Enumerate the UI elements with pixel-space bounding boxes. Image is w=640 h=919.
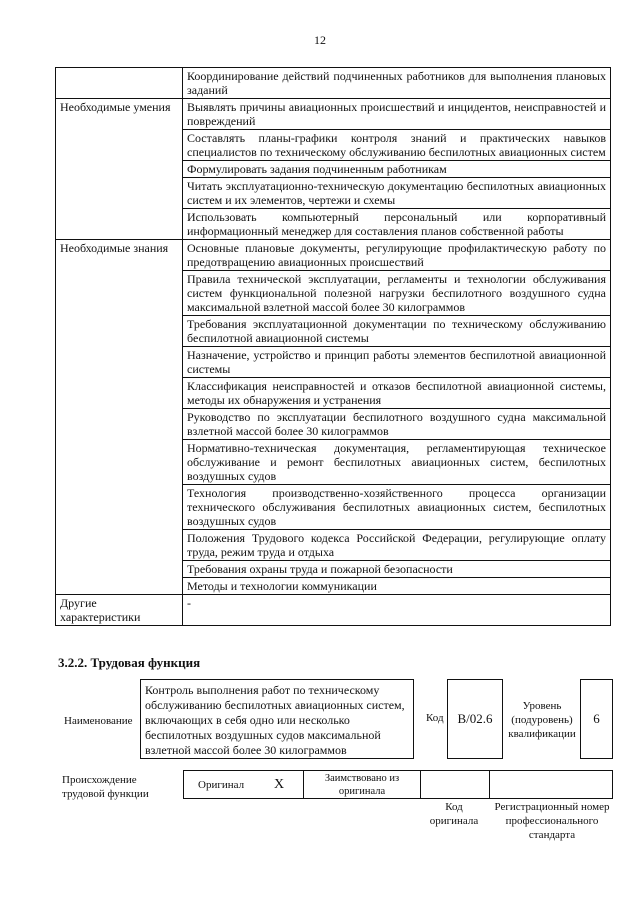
code-value: В/02.6 [457,711,493,726]
skills-knowledge-table [55,67,611,626]
code-label: Код [426,712,444,724]
code-box [447,679,503,759]
row-item: Использовать компьютерный персональный или корпоративный информационный менеджер для составления планов собственной работы [183,209,611,240]
row-item: Формулировать задания подчиненным работникам [183,161,611,178]
table-row [56,99,611,130]
row-item: Основные плановые документы, регулирующие профилактическую работу по предотвращению авиационных происшествий [183,240,611,271]
divider [489,771,490,798]
function-name-box [140,679,414,759]
row-item: - [183,595,611,626]
table-row [56,68,611,99]
row-item: Руководство по эксплуатации беспилотного воздушного судна максимальной взлетной массой более 30 килограммов [183,409,611,440]
origin-row [183,770,613,799]
row-item: Назначение, устройство и принцип работы элементов беспилотной авиационной системы [183,347,611,378]
row-item: Технология производственно-хозяйственного процесса организации технического обслуживания беспилотных авиационных систем, беспилотных воздушных судов [183,485,611,530]
page-number: 12 [314,33,326,47]
section-heading: 3.2.2. Трудовая функция [58,655,201,670]
row-item: Требования охраны труда и пожарной безопасности [183,561,611,578]
row-item: Классификация неисправностей и отказов беспилотной авиационной системы, методы их обнаружения и устранения [183,378,611,409]
table-row [56,240,611,271]
row-label [56,68,183,99]
borrowed-label: Заимствовано из оригинала [324,773,400,797]
row-item: Правила технической эксплуатации, регламенты и технологии обслуживания систем функциональной полезной нагрузки беспилотного воздушного судна максимальной взлетной массой более 30 килограммов [183,271,611,316]
divider [420,771,421,798]
level-label: Уровень (подуровень) квалификации [508,700,576,740]
divider [303,771,304,798]
original-label: Оригинал [198,779,245,791]
row-item: Нормативно-техническая документация, регламентирующая техническое обслуживание и ремонт беспилотных авиационных систем, беспилотных воздушных судов [183,440,611,485]
row-label: Необходимые умения [56,99,183,240]
original-mark: X [274,777,285,792]
level-box [580,679,613,759]
table-row [56,595,611,626]
row-item: Выявлять причины авиационных происшествий и инцидентов, неисправностей и повреждений [183,99,611,130]
row-item: Методы и технологии коммуникации [183,578,611,595]
row-item: Требования эксплуатационной документации по техническому обслуживанию беспилотной авиационной системы [183,316,611,347]
level-value: 6 [593,711,600,726]
reg-number-label: Регистрационный номер профессионального стандарта [494,801,610,841]
row-label: Необходимые знания [56,240,183,595]
row-label: Другие характеристики [56,595,183,626]
function-name-value: Контроль выполнения работ по техническому обслуживанию беспилотных авиационных систем, включающих в себя одно или несколько беспилотных воздушных судов максимальной взлетной массой более 30 килограммов [145,683,405,757]
row-item: Положения Трудового кодекса Российской Федерации, регулирующие оплату труда, режим труда и отдыха [183,530,611,561]
name-label: Наименование [64,715,133,727]
row-item: Составлять планы-графики контроля знаний и практических навыков специалистов по техническому обслуживанию беспилотных авиационных систем [183,130,611,161]
row-item: Читать эксплуатационно-техническую документацию беспилотных авиационных систем и их элементов, чертежи и схемы [183,178,611,209]
row-item: Координирование действий подчиненных работников для выполнения плановых заданий [183,68,611,99]
code-original-label: Код оригинала [429,801,479,827]
origin-label: Происхождение трудовой функции [62,774,149,800]
